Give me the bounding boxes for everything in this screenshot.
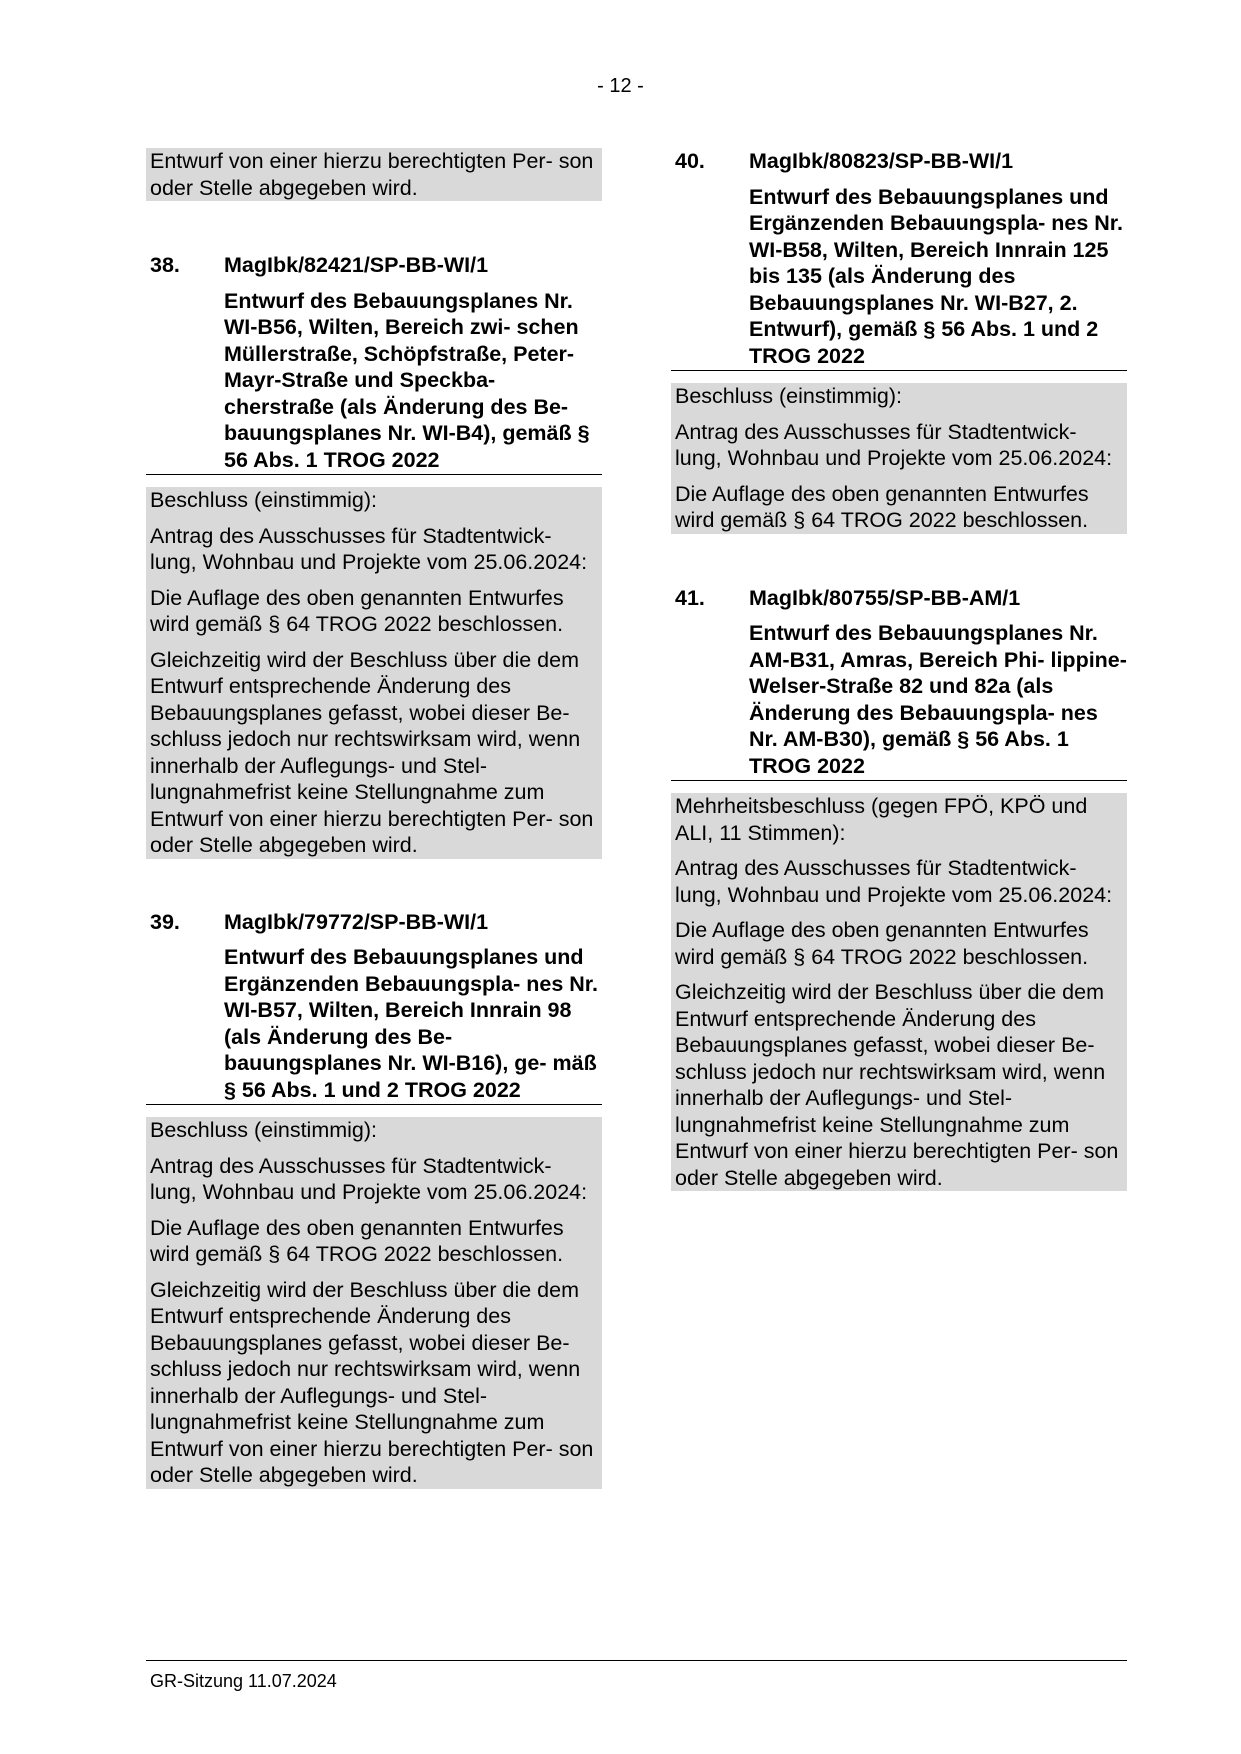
agenda-item-39: [146, 909, 602, 1489]
item-number: 39.: [150, 909, 180, 934]
additional-resolution-text: Gleichzeitig wird der Beschluss über die dem Entwurf entsprechende Änderung des Bebauungsplanes gefasst, wobei dieser Be- schluss jedoch nur rechtswirksam wird, wenn innerhalb der Auflegungs- und Stel- lungnahmefrist keine Stellungnahme zum Entwurf von einer hierzu berechtigten Per- son oder Stelle abgegeben wird.: [150, 647, 594, 857]
item-number: 40.: [675, 149, 705, 173]
resolution-text: Die Auflage des oben genannten Entwurfes wird gemäß § 64 TROG 2022 beschlossen.: [675, 481, 1089, 532]
item-heading: [671, 148, 1127, 175]
item-code: MagIbk/80823/SP-BB-WI/1: [749, 149, 1014, 173]
item-title: Entwurf des Bebauungsplanes und Ergänzenden Bebauungspla- nes Nr. WI-B58, Wilten, Bereich Innrain 125 bis 135 (als Änderung des Bebauungsplanes Nr. WI-B27, 2. Entwurf), gemäß § 56 Abs. 1 und 2 TROG 2022: [749, 184, 1123, 368]
item-code: MagIbk/79772/SP-BB-WI/1: [224, 909, 489, 934]
continuation-block: [146, 148, 602, 201]
divider: [146, 474, 602, 475]
additional-resolution-text: Gleichzeitig wird der Beschluss über die dem Entwurf entsprechende Änderung des Bebauungsplanes gefasst, wobei dieser Be- schluss jedoch nur rechtswirksam wird, wenn innerhalb der Auflegungs- und Stel- lungnahmefrist keine Stellungnahme zum Entwurf von einer hierzu berechtigten Per- son oder Stelle abgegeben wird.: [150, 1277, 594, 1487]
agenda-item-40: [671, 148, 1127, 534]
item-heading: [146, 252, 602, 279]
page-number: - 12 -: [597, 75, 644, 97]
decision-block: [671, 793, 1127, 1191]
continuation-text: Entwurf von einer hierzu berechtigten Per- son oder Stelle abgegeben wird.: [150, 149, 594, 200]
agenda-item-41: [671, 585, 1127, 1192]
motion-text: Antrag des Ausschusses für Stadtentwick- lung, Wohnbau und Projekte vom 25.06.2024:: [675, 856, 1113, 907]
footer-divider: [146, 1660, 1127, 1661]
item-number: 41.: [675, 585, 705, 610]
item-heading: [671, 585, 1127, 612]
decision-block: [671, 383, 1127, 534]
item-number: 38.: [150, 253, 180, 277]
right-column: [671, 148, 1127, 1191]
divider: [671, 780, 1127, 781]
agenda-item-38: [146, 252, 602, 859]
decision-type: Beschluss (einstimmig):: [150, 488, 377, 512]
decision-block: [146, 487, 602, 859]
item-code: MagIbk/82421/SP-BB-WI/1: [224, 253, 489, 277]
item-title: Entwurf des Bebauungsplanes Nr. AM-B31, Amras, Bereich Phi- lippine-Welser-Straße 82 und 82a (als Änderung des Bebauungspla- nes Nr. AM-B30), gemäß § 56 Abs. 1 TROG 2022: [749, 621, 1127, 778]
resolution-text: Die Auflage des oben genannten Entwurfes wird gemäß § 64 TROG 2022 beschlossen.: [150, 585, 564, 636]
divider: [671, 370, 1127, 371]
left-column: [146, 148, 602, 1489]
decision-type: Beschluss (einstimmig):: [150, 1118, 377, 1142]
item-code: MagIbk/80755/SP-BB-AM/1: [749, 585, 1021, 610]
decision-type: Mehrheitsbeschluss (gegen FPÖ, KPÖ und ALI, 11 Stimmen):: [675, 794, 1088, 845]
item-title: Entwurf des Bebauungsplanes und Ergänzenden Bebauungspla- nes Nr. WI-B57, Wilten, Bereich Innrain 98 (als Änderung des Be- bauungsplanes Nr. WI-B16), ge- mäß § 56 Abs. 1 und 2 TROG 2022: [224, 945, 598, 1102]
motion-text: Antrag des Ausschusses für Stadtentwick- lung, Wohnbau und Projekte vom 25.06.2024:: [675, 419, 1113, 470]
divider: [146, 1104, 602, 1105]
item-title: Entwurf des Bebauungsplanes Nr. WI-B56, Wilten, Bereich zwi- schen Müllerstraße, Schöpfstraße, Peter-Mayr-Straße und Speckba- cherstraße (als Änderung des Be- bauungsplanes Nr. WI-B4), gemäß § 56 Abs. 1 TROG 2022: [224, 288, 590, 472]
decision-block: [146, 1117, 602, 1489]
additional-resolution-text: Gleichzeitig wird der Beschluss über die dem Entwurf entsprechende Änderung des Bebauungsplanes gefasst, wobei dieser Be- schluss jedoch nur rechtswirksam wird, wenn innerhalb der Auflegungs- und Stel- lungnahmefrist keine Stellungnahme zum Entwurf von einer hierzu berechtigten Per- son oder Stelle abgegeben wird.: [675, 980, 1119, 1190]
motion-text: Antrag des Ausschusses für Stadtentwick- lung, Wohnbau und Projekte vom 25.06.2024:: [150, 523, 588, 574]
decision-type: Beschluss (einstimmig):: [675, 384, 902, 408]
resolution-text: Die Auflage des oben genannten Entwurfes wird gemäß § 64 TROG 2022 beschlossen.: [675, 918, 1089, 969]
resolution-text: Die Auflage des oben genannten Entwurfes wird gemäß § 64 TROG 2022 beschlossen.: [150, 1215, 564, 1266]
footer-text: GR-Sitzung 11.07.2024: [150, 1671, 337, 1691]
motion-text: Antrag des Ausschusses für Stadtentwick- lung, Wohnbau und Projekte vom 25.06.2024:: [150, 1153, 588, 1204]
item-heading: [146, 909, 602, 936]
